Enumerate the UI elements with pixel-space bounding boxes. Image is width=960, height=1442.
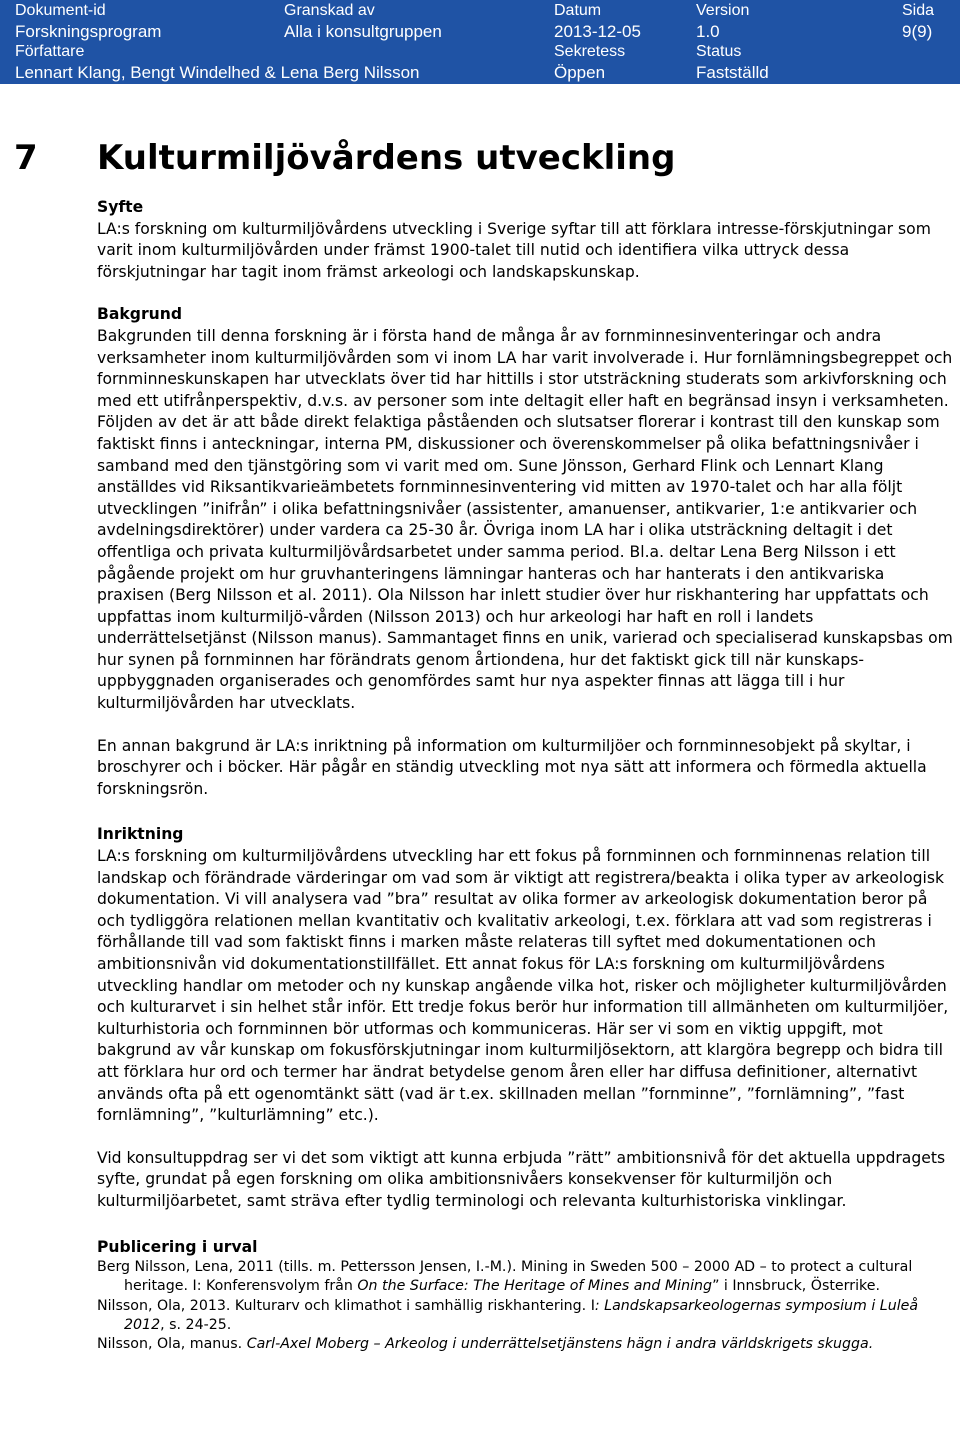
reference-text: , s. 24-25. [160,1317,232,1334]
status-value: Fastställd [696,63,769,82]
date-value: 2013-12-05 [554,22,641,41]
chapter-heading [14,138,675,178]
page-label: Sida [902,2,935,19]
chapter-title: Kulturmiljövårdens utveckling [97,138,676,178]
inriktning-paragraph-1: LA:s forskning om kulturmiljövårdens utveckling har ett fokus på fornminnen och fornminnenas relation till landskap och förändrade värderingar om vad som är viktigt att registrera/beakta i olika typer av arkeologisk dokumentation. Vi vill analysera vad ”bra” resultat av olika former av arkeologisk dokumentation beror på och tydliggöra relationen mellan kvantitativ och kvalitativ arkeologi, t.ex. förklara att vad som registreras i förhållande till vad som faktiskt finns i marken måste relateras till syftet med dokumentationen och ambitionsnivån vid dokumentationstillfället. Ett annat fokus för LA:s forskning om kulturmiljövårdens utveckling handlar om metoder och ny kunskap angående vilka hot, risker och möjligheter kulturmiljövården och kulturarvet i sin helhet står inför. Ett tredje fokus berör hur information till allmänheten om kulturmiljöer, kulturhistoria och fornminnen bör utformas och kommuniceras. Här ser vi som en viktig uppgift, mot bakgrund av vår kunskap om fokusförskjutningar inom kulturmiljösektorn, att klargöra begrepp och bidra till att förklara hur ord och termer har ändrat betydelse genom åren eller har diffusa definitioner, alternativt används ofta på ett ogenomtänkt sätt (vad är t.ex. skillnaden mellan ”fornminne”, ”fornlämning”, ”fast fornlämning”, ”kulturlämning” etc.). [97,847,949,1125]
reference-title: : Landskapsarkeologernas symposium i Luleå 2012 [124,1297,919,1334]
reference-text: ” i Innsbruck, Österrike. [712,1278,880,1295]
bakgrund-paragraph-1: Bakgrunden till denna forskning är i första hand de många år av fornminnesinventeringar och andra verksamheter inom kulturmiljövården som vi inom LA har varit involverade i. Hur fornlämningsbegreppet och fornminneskunskapen har utvecklats över tid har hittills i stor utsträckning studerats som arkivforskning och med ett utifrånperspektiv, d.v.s. av personer som inte deltagit eller haft en begränsad insyn i verksamheten. Följden av det är att både direkt felaktiga påståenden och slutsatser florerar i kontrast till den kunskap som faktiskt finns i anteckningar, interna PM, diskussioner och överenskommelser på olika befattningsnivåer i samband med den tjänstgöring som vi varit med om. Sune Jönsson, Gerhard Flink och Lennart Klang anställdes vid Riksantikvarieämbetets fornminnesinventering vid mitten av 1970-talet och har alla följt utvecklingen ”inifrån” i olika befattningsnivåer (assistenter, amanuenser, antikvarier, 1:e antikvarier och avdelningsdirektörer) under vardera ca 25-30 år. Övriga inom LA har i olika utsträckning deltagit i det offentliga och privata kulturmiljövårdsarbetet under samma period. Bl.a. deltar Lena Berg Nilsson i ett pågående projekt om hur gruvhanteringens lämningar hanteras och har hanterats i den antikvariska praxisen (Berg Nilsson et al. 2011). Ola Nilsson har inlett studier över hur riskhantering har uppfattats och uppfattas inom kulturmiljö-vården (Nilsson 2013) och hur arkeologi har haft en roll i landets underrättelsetjänst (Nilsson manus). Sammantaget finns en unik, varierad och specialiserad kunskapsbas om hur synen på fornminnen har förändrats genom årtiondena, hur det faktiskt gick till när kunskaps-uppbyggnaden organiserades och genomfördes samt hur nya aspekter finnas att lägga till i hur kulturmiljövården har utvecklats. [97,326,953,713]
publicering-heading: Publicering i urval [97,1237,258,1256]
version-label: Version [696,2,750,19]
reference-text: Nilsson, Ola, 2013. Kulturarv och klimathot i samhällig riskhantering. I [97,1297,595,1314]
reviewed-value: Alla i konsultgruppen [284,22,442,41]
page-value: 9(9) [902,22,933,41]
reference-title: Carl-Axel Moberg – Arkeolog i underrättelsetjänstens hägn i andra världskrigets skugga. [246,1336,874,1353]
secrecy-value: Öppen [554,63,606,82]
bakgrund-heading: Bakgrund [97,305,182,324]
syfte-heading: Syfte [97,198,144,216]
date-label: Datum [554,2,602,19]
reviewed-label: Granskad av [284,2,375,19]
reference-item [97,1335,955,1354]
reference-text: Nilsson, Ola, manus. [97,1336,247,1353]
reference-item [97,1297,955,1336]
status-label: Status [696,43,742,60]
author-label: Författare [15,43,85,60]
document-header [0,0,960,100]
doc-id-value: Forskningsprogram [15,22,162,41]
doc-id-label: Dokument-id [15,2,106,19]
reference-title: On the Surface: The Heritage of Mines and Mining [357,1278,713,1295]
inriktning-paragraph-2: Vid konsultuppdrag ser vi det som viktigt att kunna erbjuda ”rätt” ambitionsnivå för det aktuella uppdragets syfte, grundat på egen forskning om olika ambitionsnivåers konsekvenser för kulturmiljön och kulturmiljöarbetet, samt sträva efter tydlig terminologi och relevanta kulturhistoriska vinklingar. [97,1148,946,1210]
version-value: 1.0 [696,22,720,41]
document-body [97,197,955,1355]
syfte-paragraph: LA:s forskning om kulturmiljövårdens utveckling i Sverige syftar till att förklara intresse-förskjutningar som varit inom kulturmiljövården under främst 1900-talet till nutid och identifiera vilka uttryck dessa förskjutningar har tagit inom främst arkeologi och landskapskunskap. [97,219,931,281]
reference-text: Berg Nilsson, Lena, 2011 (tills. m. Pettersson Jensen, I.-M.). Mining in Sweden 500 – 2000 AD – to protect a cultural heritage. I: Konferensvolym från [97,1259,913,1295]
secrecy-label: Sekretess [554,43,626,60]
chapter-number: 7 [14,138,38,178]
reference-list [97,1258,955,1354]
inriktning-heading: Inriktning [97,825,184,844]
bakgrund-paragraph-2: En annan bakgrund är LA:s inriktning på information om kulturmiljöer och fornminnesobjekt på skyltar, i broschyrer och i böcker. Här pågår en ständig utveckling mot nya sätt att informera och förmedla aktuella forskningsrön. [97,736,927,798]
author-value: Lennart Klang, Bengt Windelhed & Lena Berg Nilsson [15,63,420,82]
reference-item [97,1258,955,1297]
